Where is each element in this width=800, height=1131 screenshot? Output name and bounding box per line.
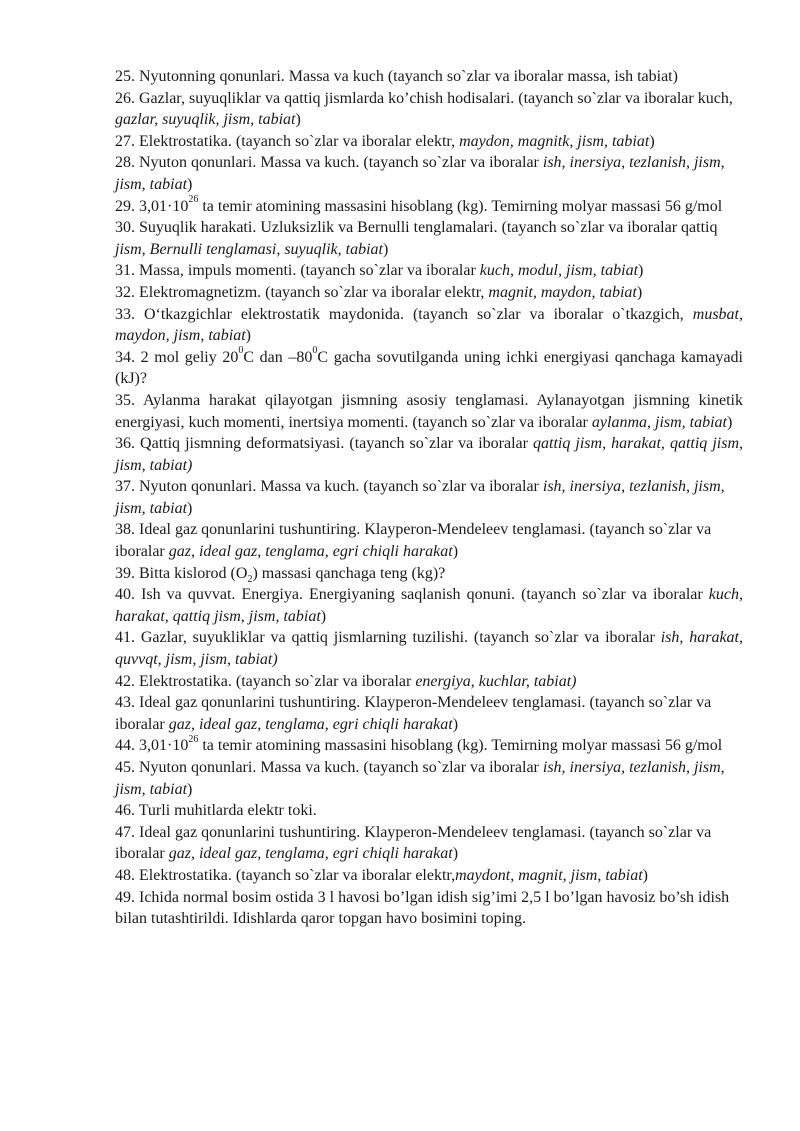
question-number: 35. (115, 391, 135, 409)
question-number: 47. (115, 823, 135, 841)
question-text: ) (642, 866, 648, 884)
question-number: 48. (115, 866, 135, 884)
italic-keywords: musbat, maydon, jism, tabiat (115, 305, 743, 345)
question-item (115, 887, 743, 930)
question-text: ) (320, 607, 327, 625)
question-item (115, 757, 743, 800)
italic-keywords: qattiq jism, harakat, qattiq jism, jism, tabiat) (115, 435, 744, 474)
question-item (115, 476, 743, 519)
question-number: 32. (115, 283, 135, 301)
question-number: 28. (115, 154, 135, 172)
question-text: Gazlar, suyukliklar va qattiq jismlarning tuzilishi. (tayanch so`zlar va iboralar (135, 629, 661, 647)
question-item (115, 692, 743, 735)
italic-keywords: ish, inersiya, tezlanish, jism, jism, tabiat (115, 759, 725, 798)
question-text: ta temir atomining massasini hisoblang (kg). Temirning molyar massasi 56 g/mol (198, 737, 723, 755)
question-text: Elektrostatika. (tayanch so`zlar va iboralar (135, 672, 416, 690)
question-text: ta temir atomining massasini hisoblang (kg). Temirning molyar massasi 56 g/mol (198, 197, 723, 215)
question-text: Elektrostatika. (tayanch so`zlar va iboralar elektr, (135, 866, 456, 884)
question-text: Nyutonning qonunlari. Massa va kuch (tayanch so`zlar va iboralar massa, ish tabiat) (135, 68, 678, 85)
italic-keywords: gazlar, suyuqlik, jism, tabiat (115, 111, 296, 129)
question-text: ) (295, 111, 301, 129)
question-number: 34. (115, 348, 135, 366)
question-text: ) (382, 240, 389, 258)
question-number: 31. (115, 262, 135, 280)
italic-keywords: gaz, ideal gaz, tenglama, egri chiqli harakat (168, 715, 453, 733)
question-item (115, 282, 743, 304)
question-text: Elektrostatika. (tayanch so`zlar va iboralar elektr, (135, 132, 460, 150)
question-number: 40. (115, 586, 135, 604)
question-item (115, 519, 743, 562)
question-text: Suyuqlik harakati. Uzluksizlik va Bernulli tenglamalari. (tayanch so`zlar va iboralar qattiq (135, 219, 718, 237)
superscript: 0 (238, 345, 244, 357)
question-item (115, 584, 743, 627)
question-text: 3,01·10 (135, 737, 189, 755)
superscript: 26 (188, 194, 199, 206)
superscript: 0 (312, 345, 318, 357)
question-text: ) (636, 283, 643, 301)
question-text: Ichida normal bosim ostida 3 l havosi bo’lgan idish sig’imi 2,5 l bo’lgan havosiz bo’sh idish bilan tutashtirildi. Idishlarda qaror topgan havo bosimini toping. (115, 888, 730, 928)
question-item (115, 735, 743, 757)
subscript: 2 (247, 573, 253, 585)
question-item (115, 800, 743, 822)
italic-keywords: maydon, magnitk, jism, tabiat (459, 132, 650, 150)
question-item (115, 822, 743, 865)
italic-keywords: magnit, maydon, tabiat (488, 283, 637, 301)
italic-keywords: maydont, magnit, jism, tabiat (455, 866, 643, 884)
question-number: 44. (115, 737, 135, 755)
question-text: ) (187, 499, 193, 517)
question-text: ) (649, 132, 655, 150)
question-number: 36. (115, 435, 135, 453)
question-item (115, 347, 743, 390)
question-item (115, 66, 743, 88)
question-item (115, 131, 743, 153)
question-text: ) (245, 327, 251, 345)
question-item (115, 627, 743, 670)
question-text: Nyuton qonunlari. Massa va kuch. (tayanch so`zlar va iboralar (135, 478, 543, 496)
question-number: 42. (115, 672, 135, 690)
question-text: ) (187, 175, 193, 193)
question-text: Elektromagnetizm. (tayanch so`zlar va iboralar elektr, (135, 283, 489, 301)
question-number: 46. (115, 802, 135, 820)
question-text: ) (452, 543, 459, 561)
question-text: Aylanma harakat qilayotgan jismning asosiy tenglamasi. Aylanayotgan jismning kinetik energiyasi, kuch momenti, inertsiya momenti. (tayanch so`zlar va iboralar (115, 391, 743, 431)
italic-keywords: gaz, ideal gaz, tenglama, egri chiqli harakat (168, 845, 453, 863)
question-item (115, 563, 743, 585)
question-text: ) (638, 262, 644, 280)
question-text: Ish va quvvat. Energiya. Energiyaning saqlanish qonuni. (tayanch so`zlar va iboralar (135, 586, 709, 604)
question-item (115, 433, 743, 476)
question-text: ) (452, 715, 459, 733)
question-text: Gazlar, suyuqliklar va qattiq jismlarda ko’chish hodisalari. (tayanch so`zlar va iboralar kuch, (135, 89, 733, 107)
question-number: 27. (115, 132, 135, 150)
question-text: C gacha sovutilganda uning ichki energiyasi qanchaga kamayadi (kJ)? (115, 348, 743, 388)
document-page (115, 66, 743, 930)
question-text: ) (727, 413, 733, 431)
italic-keywords: ish, inersiya, tezlanish, jism, jism, tabiat (115, 478, 725, 517)
question-number: 37. (115, 478, 135, 496)
question-text: Nyuton qonunlari. Massa va kuch. (tayanch so`zlar va iboralar (135, 759, 543, 776)
question-item (115, 390, 743, 433)
superscript: 26 (188, 734, 199, 746)
question-number: 43. (115, 694, 135, 712)
question-item (115, 304, 743, 347)
question-number: 49. (115, 888, 135, 906)
question-text: Turli muhitlarda elektr toki. (135, 802, 317, 820)
question-text: Qattiq jismning deformatsiyasi. (tayanch so`zlar va iboralar (135, 435, 534, 453)
question-text: Massa, impuls momenti. (tayanch so`zlar va iboralar (135, 262, 480, 280)
italic-keywords: energiya, kuchlar, tabiat) (415, 672, 577, 690)
question-item (115, 196, 743, 218)
italic-keywords: gaz, ideal gaz, tenglama, egri chiqli harakat (168, 543, 453, 561)
question-text: ) (187, 780, 193, 798)
question-text: Nyuton qonunlari. Massa va kuch. (tayanch so`zlar va iboralar (135, 154, 543, 172)
question-number: 25. (115, 68, 135, 85)
italic-keywords: jism, Bernulli tenglamasi, suyuqlik, tabiat (115, 240, 383, 258)
italic-keywords: kuch, modul, jism, tabiat (479, 262, 639, 280)
question-text: Ideal gaz qonunlarini tushuntiring. Klayperon-Mendeleev tenglamasi. (tayanch so`zlar va iboralar (115, 823, 712, 863)
question-number: 33. (115, 305, 135, 323)
question-item (115, 152, 743, 195)
question-text: 3,01·10 (135, 197, 189, 215)
question-item (115, 671, 743, 693)
question-number: 38. (115, 521, 135, 539)
question-number: 45. (115, 759, 135, 776)
question-item (115, 217, 743, 260)
italic-keywords: ish, inersiya, tezlanish, jism, jism, tabiat (115, 154, 725, 193)
question-text: 2 mol geliy 20 (135, 348, 239, 366)
question-number: 41. (115, 629, 135, 647)
question-item (115, 260, 743, 282)
italic-keywords: aylanma, jism, tabiat (591, 413, 727, 431)
question-text: ) massasi qanchaga teng (kg)? (252, 564, 446, 582)
question-item (115, 88, 743, 131)
italic-keywords: kuch, harakat, qattiq jism, jism, tabiat (115, 586, 743, 625)
question-text: Ideal gaz qonunlarini tushuntiring. Klayperon-Mendeleev tenglamasi. (tayanch so`zlar va iboralar (115, 521, 712, 561)
question-number: 26. (115, 89, 135, 107)
question-number: 30. (115, 219, 135, 237)
question-text: O‘tkazgichlar elektrostatik maydonida. (tayanch so`zlar va iboralar o`tkazgich, (135, 305, 693, 323)
question-text: C dan –80 (243, 348, 313, 366)
italic-keywords: ish, harakat, quvvqt, jism, jism, tabiat) (115, 629, 743, 669)
question-number: 29. (115, 197, 135, 215)
question-text: ) (452, 845, 459, 863)
question-text: Ideal gaz qonunlarini tushuntiring. Klayperon-Mendeleev tenglamasi. (tayanch so`zlar va iboralar (115, 694, 712, 733)
question-number: 39. (115, 564, 135, 582)
question-text: Bitta kislorod (O (135, 564, 248, 582)
question-item (115, 865, 743, 887)
